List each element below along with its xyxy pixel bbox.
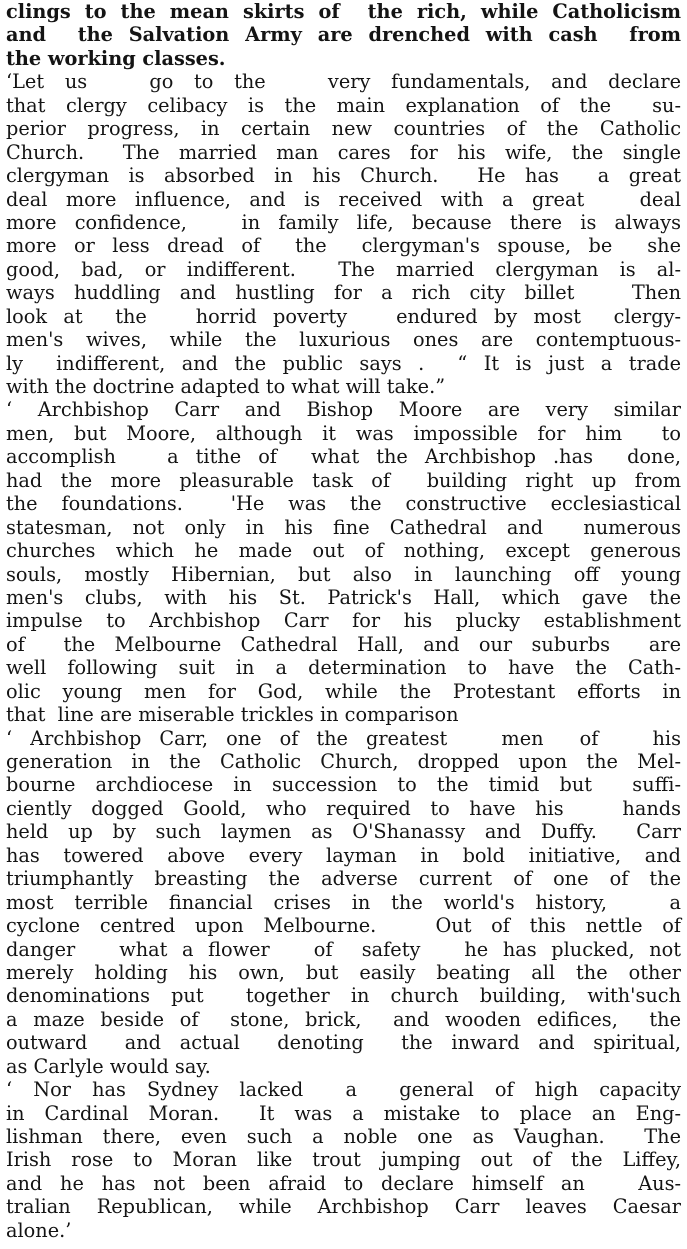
text-line: clergyman is absorbed in his Church. He has a great <box>6 164 681 188</box>
text-line: good, bad, or indifferent. The married clergyman is al- <box>6 257 681 281</box>
text-line: look at the horrid poverty endured by most clergy- <box>6 304 681 328</box>
article-paragraph <box>6 727 681 1079</box>
text-line: well following suit in a determination to have the Cath- <box>6 656 681 680</box>
text-line: denominations put together in church building, with'such <box>6 984 681 1008</box>
article-paragraph <box>6 70 681 398</box>
text-line: ly indifferent, and the public says . “ It is just a trade <box>6 351 681 375</box>
text-line: of the Melbourne Cathedral Hall, and our suburbs are <box>6 632 681 656</box>
text-line: impulse to Archbishop Carr for his plucky establishment <box>6 609 681 633</box>
text-line: lishman there, even such a noble one as Vaughan. The <box>6 1125 681 1148</box>
article-paragraph <box>6 1078 681 1242</box>
article-paragraph <box>6 398 681 726</box>
text-line: more confidence, in family life, because there is always <box>6 210 681 234</box>
text-line: Irish rose to Moran like trout jumping out of the Liffey, <box>6 1148 681 1172</box>
article-text-column <box>6 0 681 1242</box>
article-paragraph <box>6 0 681 70</box>
text-line: ‘ Archbishop Carr, one of the greatest men of his <box>6 726 681 750</box>
text-line: most terrible financial crises in the world's history, a <box>6 890 681 914</box>
text-line: has towered above every layman in bold initiative, and <box>6 843 681 867</box>
text-line: statesman, not only in his fine Cathedral and numerous <box>6 515 681 539</box>
text-line: that line are miserable trickles in comparison <box>6 703 459 727</box>
text-line: outward and actual denoting the inward and spiritual, <box>6 1031 681 1055</box>
text-line: the foundations. 'He was the constructive ecclesiastical <box>6 492 681 516</box>
text-line: cyclone centred upon Melbourne. Out of this nettle of <box>6 914 681 938</box>
text-line: more or less dread of the clergyman's spouse, be she <box>6 234 681 258</box>
text-line: triumphantly breasting the adverse current of one of the <box>6 867 681 891</box>
text-line: held up by such laymen as O'Shanassy and Duffy. Carr <box>6 820 681 844</box>
text-line: perior progress, in certain new countries of the Catholic <box>6 117 681 141</box>
text-line: ‘ Archbishop Carr and Bishop Moore are very similar <box>6 398 681 422</box>
text-line: ciently dogged Goold, who required to have his hands <box>6 796 681 820</box>
text-line: bourne archdiocese in succession to the timid but suffi- <box>6 773 681 797</box>
text-line: men, but Moore, although it was impossible for him to <box>6 421 681 445</box>
text-line: men's wives, while the luxurious ones are contemptuous- <box>6 328 681 352</box>
text-line: souls, mostly Hibernian, but also in launching off young <box>6 562 681 586</box>
text-line: ways huddling and hustling for a rich city billet Then <box>6 281 681 305</box>
text-line: churches which he made out of nothing, except generous <box>6 539 681 563</box>
text-line: Church. The married man cares for his wife, the single <box>6 140 681 164</box>
text-line: that clergy celibacy is the main explanation of the su- <box>6 93 681 117</box>
text-line: a maze beside of stone, brick, and wooden edifices, the <box>6 1007 681 1031</box>
text-line: had the more pleasurable task of building right up from <box>6 468 681 492</box>
text-line: clings to the mean skirts of the rich, while Catholicism <box>6 0 681 23</box>
text-line: alone.’ <box>6 1218 72 1242</box>
text-line: with the doctrine adapted to what will take.” <box>6 375 446 398</box>
text-line: accomplish a tithe of what the Archbishop .has done, <box>6 445 681 469</box>
text-line: danger what a flower of safety he has plucked, not <box>6 937 681 961</box>
text-line: tralian Republican, while Archbishop Carr leaves Caesar <box>6 1195 681 1219</box>
text-line: generation in the Catholic Church, dropped upon the Mel- <box>6 750 681 773</box>
text-line: merely holding his own, but easily beating all the other <box>6 960 681 984</box>
text-line: deal more influence, and is received with a great deal <box>6 187 681 211</box>
text-line: and the Salvation Army are drenched with cash from <box>6 23 681 47</box>
text-line: ‘Let us go to the very fundamentals, and declare <box>6 70 681 94</box>
text-line: as Carlyle would say. <box>6 1054 211 1078</box>
text-line: the working classes. <box>6 46 226 70</box>
text-line: in Cardinal Moran. It was a mistake to place an Eng- <box>6 1101 681 1125</box>
text-line: men's clubs, with his St. Patrick's Hall, which gave the <box>6 585 681 609</box>
text-line: and he has not been afraid to declare himself an Aus- <box>6 1171 681 1195</box>
text-line: ‘ Nor has Sydney lacked a general of high capacity <box>6 1078 681 1102</box>
article-body <box>6 0 681 1242</box>
text-line: olic young men for God, while the Protestant efforts in <box>6 679 681 703</box>
